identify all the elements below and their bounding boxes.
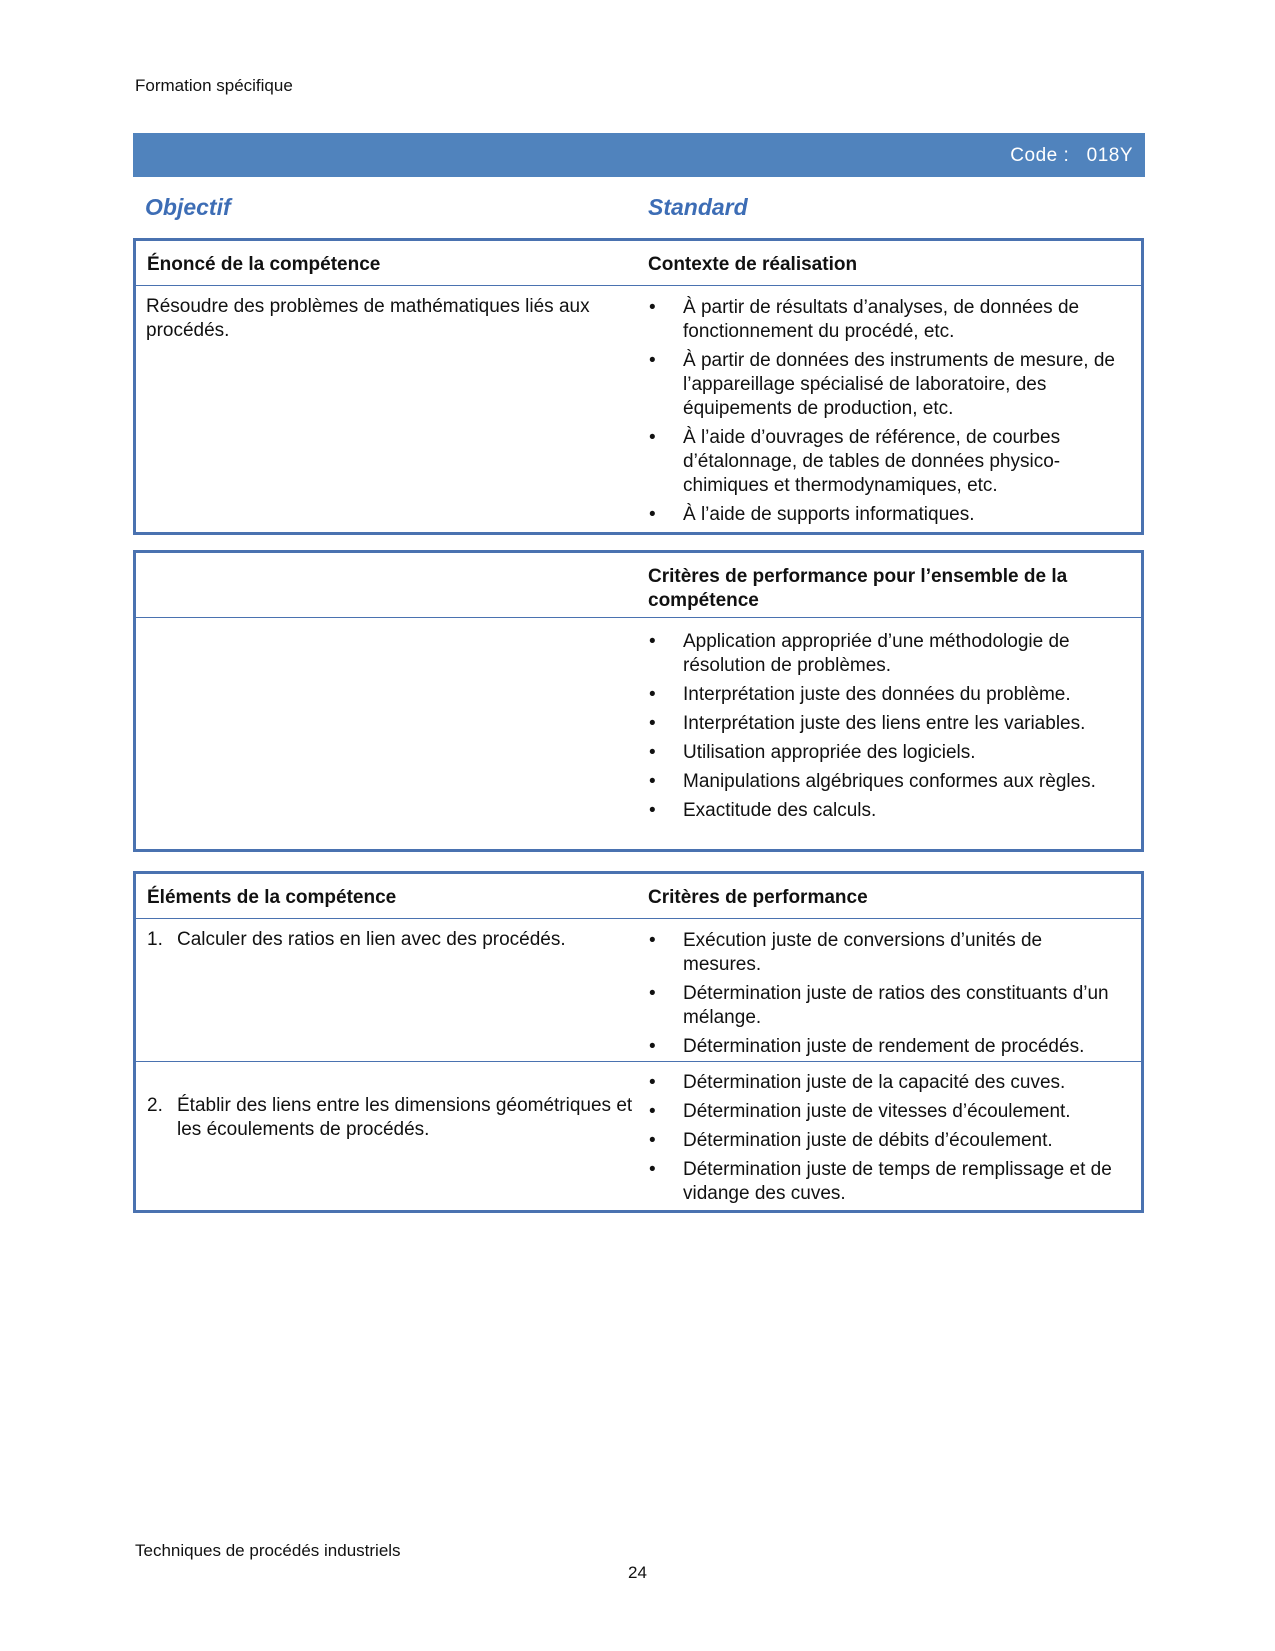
page-number: 24 (628, 1563, 647, 1582)
list-item: • À partir de données des instruments de mesure, de l’appareillage spécialisé de laboratoire, des équipements de production, etc. (645, 349, 1117, 421)
code-label-text: Code : (1010, 145, 1070, 166)
list-item: • Manipulations algébriques conformes aux règles. (645, 770, 1117, 794)
performance-header: Critères de performance (648, 887, 868, 908)
performance-list (645, 929, 1119, 1064)
code-value: 018Y (1086, 145, 1133, 166)
overall-criteria-list (645, 630, 1117, 828)
element-number: 1. (147, 929, 163, 950)
list-item: • Interprétation juste des données du problème. (645, 683, 1117, 707)
context-header: Contexte de réalisation (648, 254, 858, 275)
list-item: • Détermination juste de ratios des constituants d’un mélange. (645, 982, 1119, 1030)
list-item: • Utilisation appropriée des logiciels. (645, 741, 1117, 765)
code-label (1010, 145, 1133, 167)
list-item: • Exécution juste de conversions d’unités de mesures. (645, 929, 1119, 977)
list-item: • Détermination juste de débits d’écoulement. (645, 1129, 1119, 1153)
element-item (147, 1094, 637, 1142)
element-text: Calculer des ratios en lien avec des procédés. (177, 929, 566, 950)
element-text: Établir des liens entre les dimensions géométriques et les écoulements de procédés. (177, 1095, 633, 1140)
list-item: • Application appropriée d’une méthodologie de résolution de problèmes. (645, 630, 1117, 678)
competence-statement: Résoudre des problèmes de mathématiques liés aux procédés. (146, 296, 590, 341)
list-item: • À partir de résultats d’analyses, de données de fonctionnement du procédé, etc. (645, 296, 1117, 344)
competence-table (133, 238, 1144, 535)
list-item: • À l’aide de supports informatiques. (645, 503, 1117, 527)
list-item: • Détermination juste de temps de remplissage et de vidange des cuves. (645, 1158, 1119, 1206)
objectif-title: Objectif (145, 194, 231, 220)
element-item (147, 928, 637, 952)
list-item: • Détermination juste de vitesses d’écoulement. (645, 1100, 1119, 1124)
code-bar (133, 133, 1145, 177)
overall-criteria-header: Critères de performance pour l’ensemble de la compétence (648, 566, 1068, 611)
element-number: 2. (147, 1095, 163, 1116)
elements-table (133, 871, 1144, 1213)
standard-title: Standard (648, 194, 748, 220)
context-list (645, 296, 1117, 532)
list-item: • Interprétation juste des liens entre les variables. (645, 712, 1117, 736)
list-item: • Détermination juste de rendement de procédés. (645, 1035, 1119, 1059)
statement-header: Énoncé de la compétence (147, 254, 381, 275)
elements-header: Éléments de la compétence (147, 887, 397, 908)
running-footer: Techniques de procédés industriels (135, 1541, 401, 1560)
performance-list (645, 1071, 1119, 1211)
list-item: • Détermination juste de la capacité des cuves. (645, 1071, 1119, 1095)
list-item: • Exactitude des calculs. (645, 799, 1117, 823)
list-item: • À l’aide d’ouvrages de référence, de courbes d’étalonnage, de tables de données physico-chimiques et thermodynamiques, etc. (645, 426, 1117, 498)
overall-criteria-table (133, 550, 1144, 852)
running-header: Formation spécifique (135, 76, 293, 95)
